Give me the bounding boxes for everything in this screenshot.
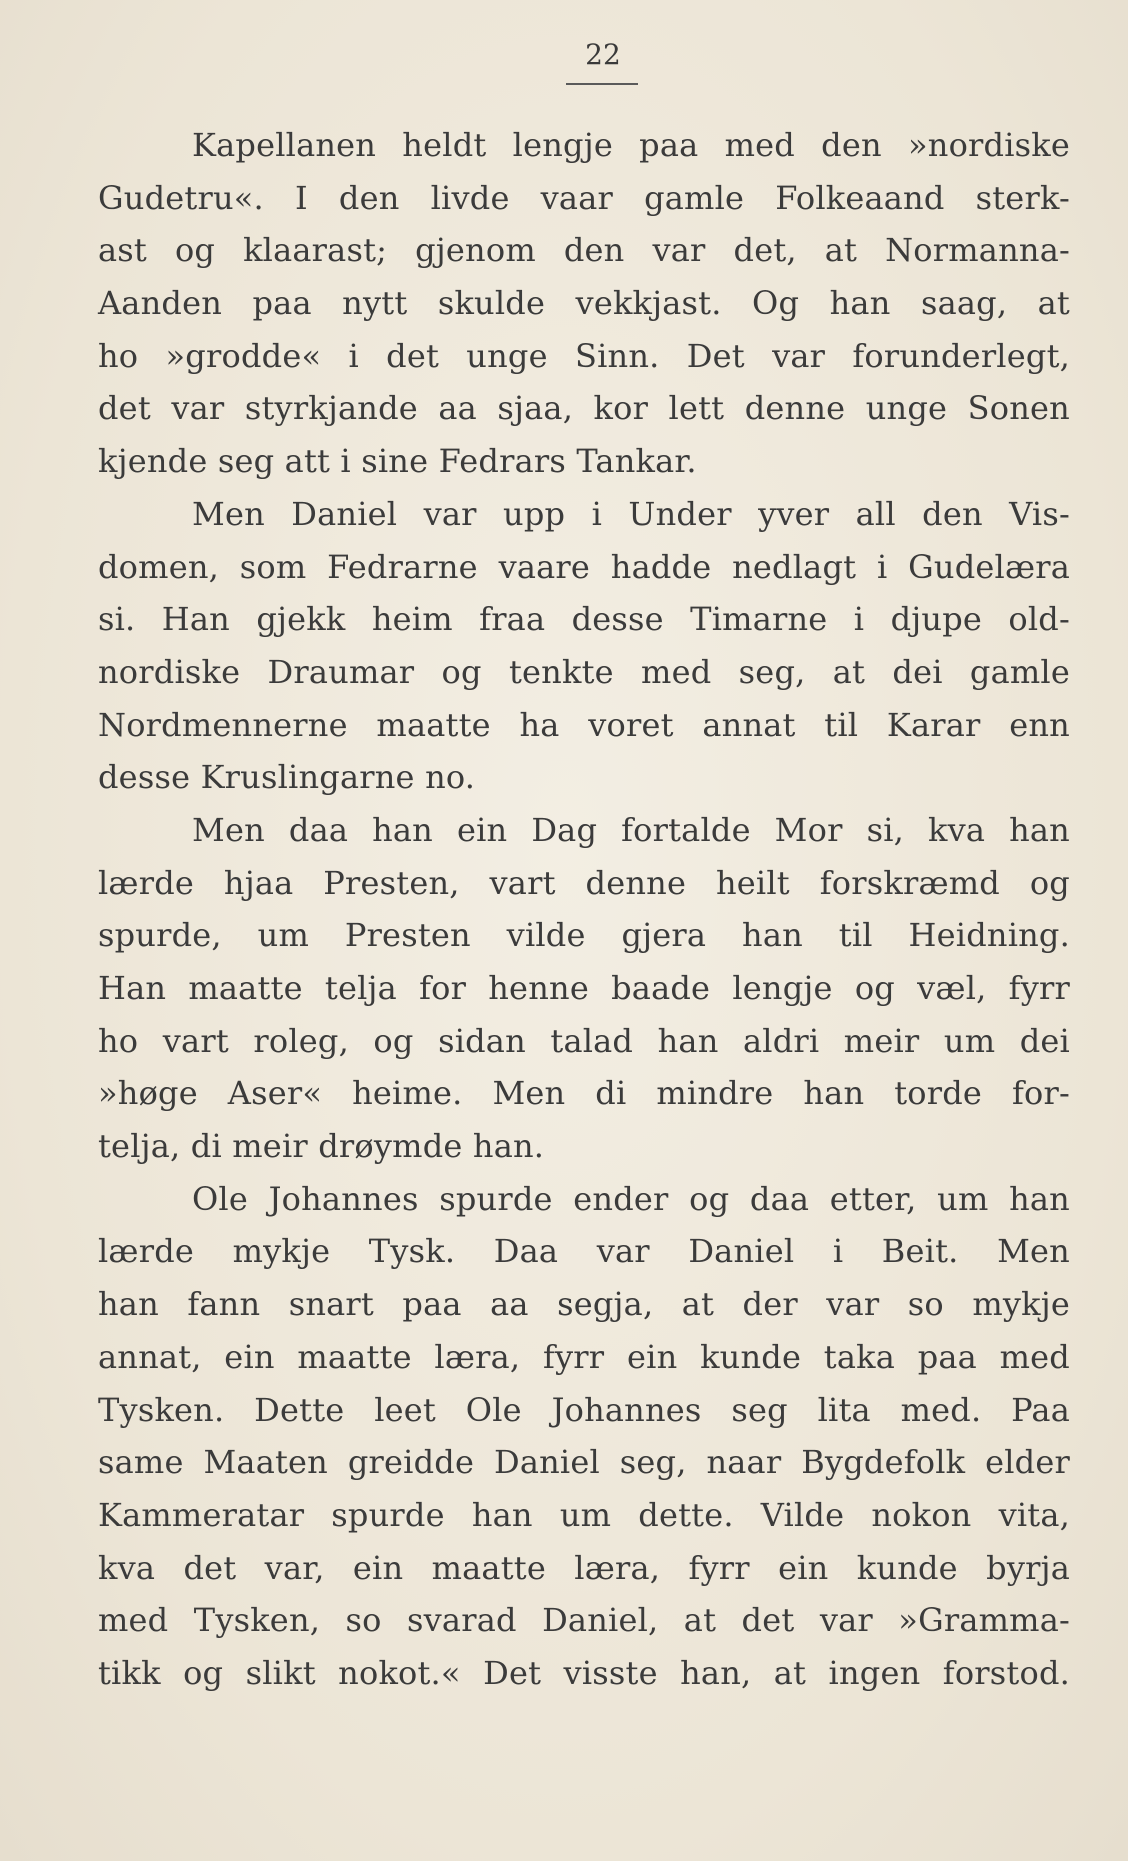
text-line: Kapellanen heldt lengje paa med den »nordiske — [192, 126, 1070, 164]
text-line: Gudetru«. I den livde vaar gamle Folkeaand sterk- — [98, 178, 1070, 217]
text-line: Ole Johannes spurde ender og daa etter, um han — [192, 1179, 1070, 1218]
text-line: Tysken. Dette leet Ole Johannes seg lita med. Paa — [98, 1390, 1070, 1429]
text-line: tikk og slikt nokot.« Det visste han, at ingen forstod. — [98, 1653, 1070, 1692]
text-line: same Maaten greidde Daniel seg, naar Bygdefolk elder — [98, 1443, 1070, 1482]
text-line: med Tysken, so svarad Daniel, at det var »Gramma- — [98, 1601, 1070, 1640]
text-line: Aanden paa nytt skulde vekkjast. Og han saag, at — [98, 284, 1070, 323]
paragraph — [98, 1173, 1070, 1700]
paragraph — [98, 804, 1070, 1173]
text-line: kjende seg att i sine Fedrars Tankar. — [98, 442, 697, 481]
text-line: han fann snart paa aa segja, at der var so mykje — [98, 1285, 1070, 1324]
text-line: Men daa han ein Dag fortalde Mor si, kva han — [192, 810, 1070, 849]
text-line: nordiske Draumar og tenkte med seg, at dei gamle — [98, 652, 1070, 691]
text-line: domen, som Fedrarne vaare hadde nedlagt i Gudelæra — [98, 547, 1070, 586]
text-line: lærde hjaa Presten, vart denne heilt forskræmd og — [98, 863, 1070, 902]
text-line: spurde, um Presten vilde gjera han til Heidning. — [98, 916, 1070, 955]
text-line: desse Kruslingarne no. — [98, 758, 476, 797]
text-line: Han maatte telja for henne baade lengje og væl, fyrr — [98, 969, 1070, 1007]
text-line: det var styrkjande aa sjaa, kor lett denne unge Sonen — [98, 389, 1070, 428]
text-line: Men Daniel var upp i Under yver all den Vis- — [192, 494, 1070, 533]
text-line: ho vart roleg, og sidan talad han aldri meir um dei — [98, 1021, 1070, 1060]
page-number: 22 — [585, 38, 621, 71]
paragraph — [98, 488, 1070, 804]
text-line: »høge Aser« heime. Men di mindre han torde for- — [98, 1074, 1070, 1113]
page-number-rule — [566, 83, 638, 85]
text-line: annat, ein maatte læra, fyrr ein kunde taka paa med — [98, 1337, 1070, 1376]
text-line: ho »grodde« i det unge Sinn. Det var forunderlegt, — [98, 336, 1070, 375]
text-line: lærde mykje Tysk. Daa var Daniel i Beit. Men — [98, 1232, 1070, 1271]
text-line: Kammeratar spurde han um dette. Vilde nokon vita, — [98, 1495, 1070, 1534]
text-line: kva det var, ein maatte læra, fyrr ein kunde byrja — [98, 1548, 1070, 1587]
text-line: telja, di meir drøymde han. — [98, 1127, 545, 1166]
paragraph — [98, 119, 1070, 488]
text-line: si. Han gjekk heim fraa desse Timarne i djupe old- — [98, 600, 1070, 639]
text-line: Nordmennerne maatte ha voret annat til Karar enn — [98, 705, 1070, 744]
text-line: ast og klaarast; gjenom den var det, at Normanna- — [98, 231, 1070, 270]
body-text — [98, 119, 1070, 1700]
